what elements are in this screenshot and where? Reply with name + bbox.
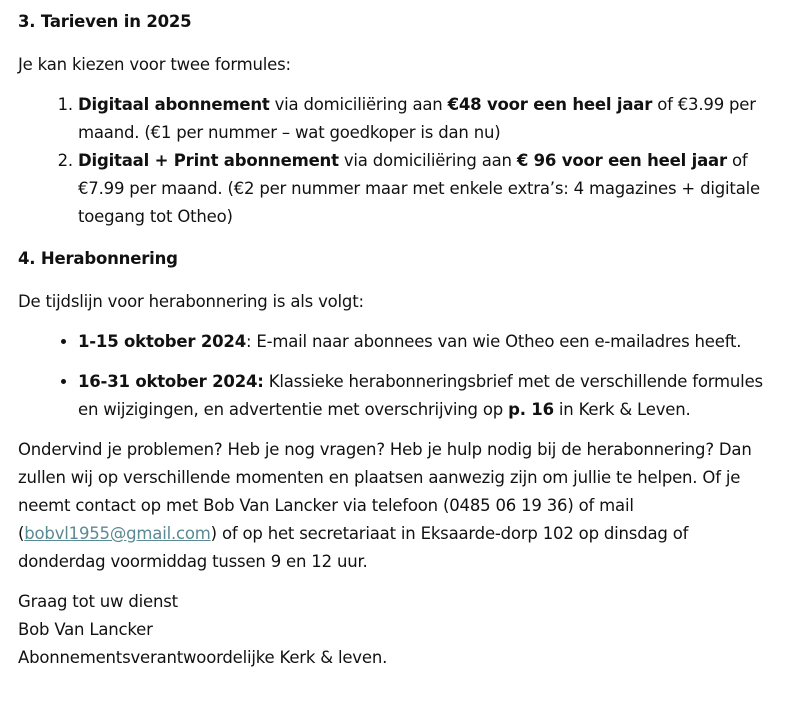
timeline-page-ref: p. 16 bbox=[508, 400, 554, 419]
formula-text: via domiciliëring aan bbox=[338, 151, 517, 170]
closing-name: Bob Van Lancker bbox=[18, 620, 153, 639]
timeline-item bbox=[78, 368, 767, 424]
section-4-intro: De tijdslijn voor herabonnering is als volgt: bbox=[18, 292, 364, 311]
timeline-text: Klassieke herabonneringsbrief met de verschillende formules en wijzigingen, en advertentie met overschrijving op bbox=[78, 372, 763, 419]
section-3-intro: Je kan kiezen voor twee formules: bbox=[18, 55, 291, 74]
timeline-period: 16-31 oktober 2024: bbox=[78, 372, 264, 391]
formula-item bbox=[78, 91, 767, 147]
email-link[interactable]: bobvl1955@gmail.com bbox=[24, 524, 211, 543]
help-paragraph bbox=[18, 436, 767, 576]
timeline-list bbox=[18, 328, 767, 424]
closing-greeting: Graag tot uw dienst bbox=[18, 592, 178, 611]
help-text: Ondervind je problemen? Heb je nog vragen? Heb je hulp nodig bij de herabonnering? Dan zullen wij op verschillende momenten en plaatsen aanwezig zijn om jullie te helpen. Of je neemt contact op met Bob Van Lancker via telefoon (0485 06 19 36) of mail ( bbox=[18, 440, 752, 543]
formula-text: of €7.99 per maand. (€2 per nummer maar met enkele extra’s: 4 magazines + digitale toegang tot Otheo) bbox=[78, 151, 760, 226]
formula-text: of €3.99 per maand. (€1 per nummer – wat goedkoper is dan nu) bbox=[78, 95, 756, 142]
help-text: ) of op het secretariaat in Eksaarde-dorp 102 op dinsdag of donderdag voormiddag tussen 9 en 12 uur. bbox=[18, 524, 689, 571]
timeline-text: : E-mail naar abonnees van wie Otheo een e-mailadres heeft. bbox=[245, 332, 742, 351]
formula-text: via domiciliëring aan bbox=[269, 95, 448, 114]
formula-name: Digitaal + Print abonnement bbox=[78, 151, 339, 170]
formula-price: € 96 voor een heel jaar bbox=[516, 151, 727, 170]
timeline-period: 1-15 oktober 2024 bbox=[78, 332, 246, 351]
formula-name: Digitaal abonnement bbox=[78, 95, 270, 114]
section-3-heading: 3. Tarieven in 2025 bbox=[18, 12, 192, 31]
formula-list bbox=[18, 91, 767, 231]
formula-item bbox=[78, 147, 767, 231]
closing-role: Abonnementsverantwoordelijke Kerk & leven. bbox=[18, 648, 388, 667]
formula-price: €48 voor een heel jaar bbox=[447, 95, 653, 114]
timeline-item bbox=[78, 328, 767, 356]
closing-block bbox=[18, 588, 767, 672]
section-4-heading: 4. Herabonnering bbox=[18, 249, 178, 268]
timeline-text: in Kerk & Leven. bbox=[553, 400, 691, 419]
